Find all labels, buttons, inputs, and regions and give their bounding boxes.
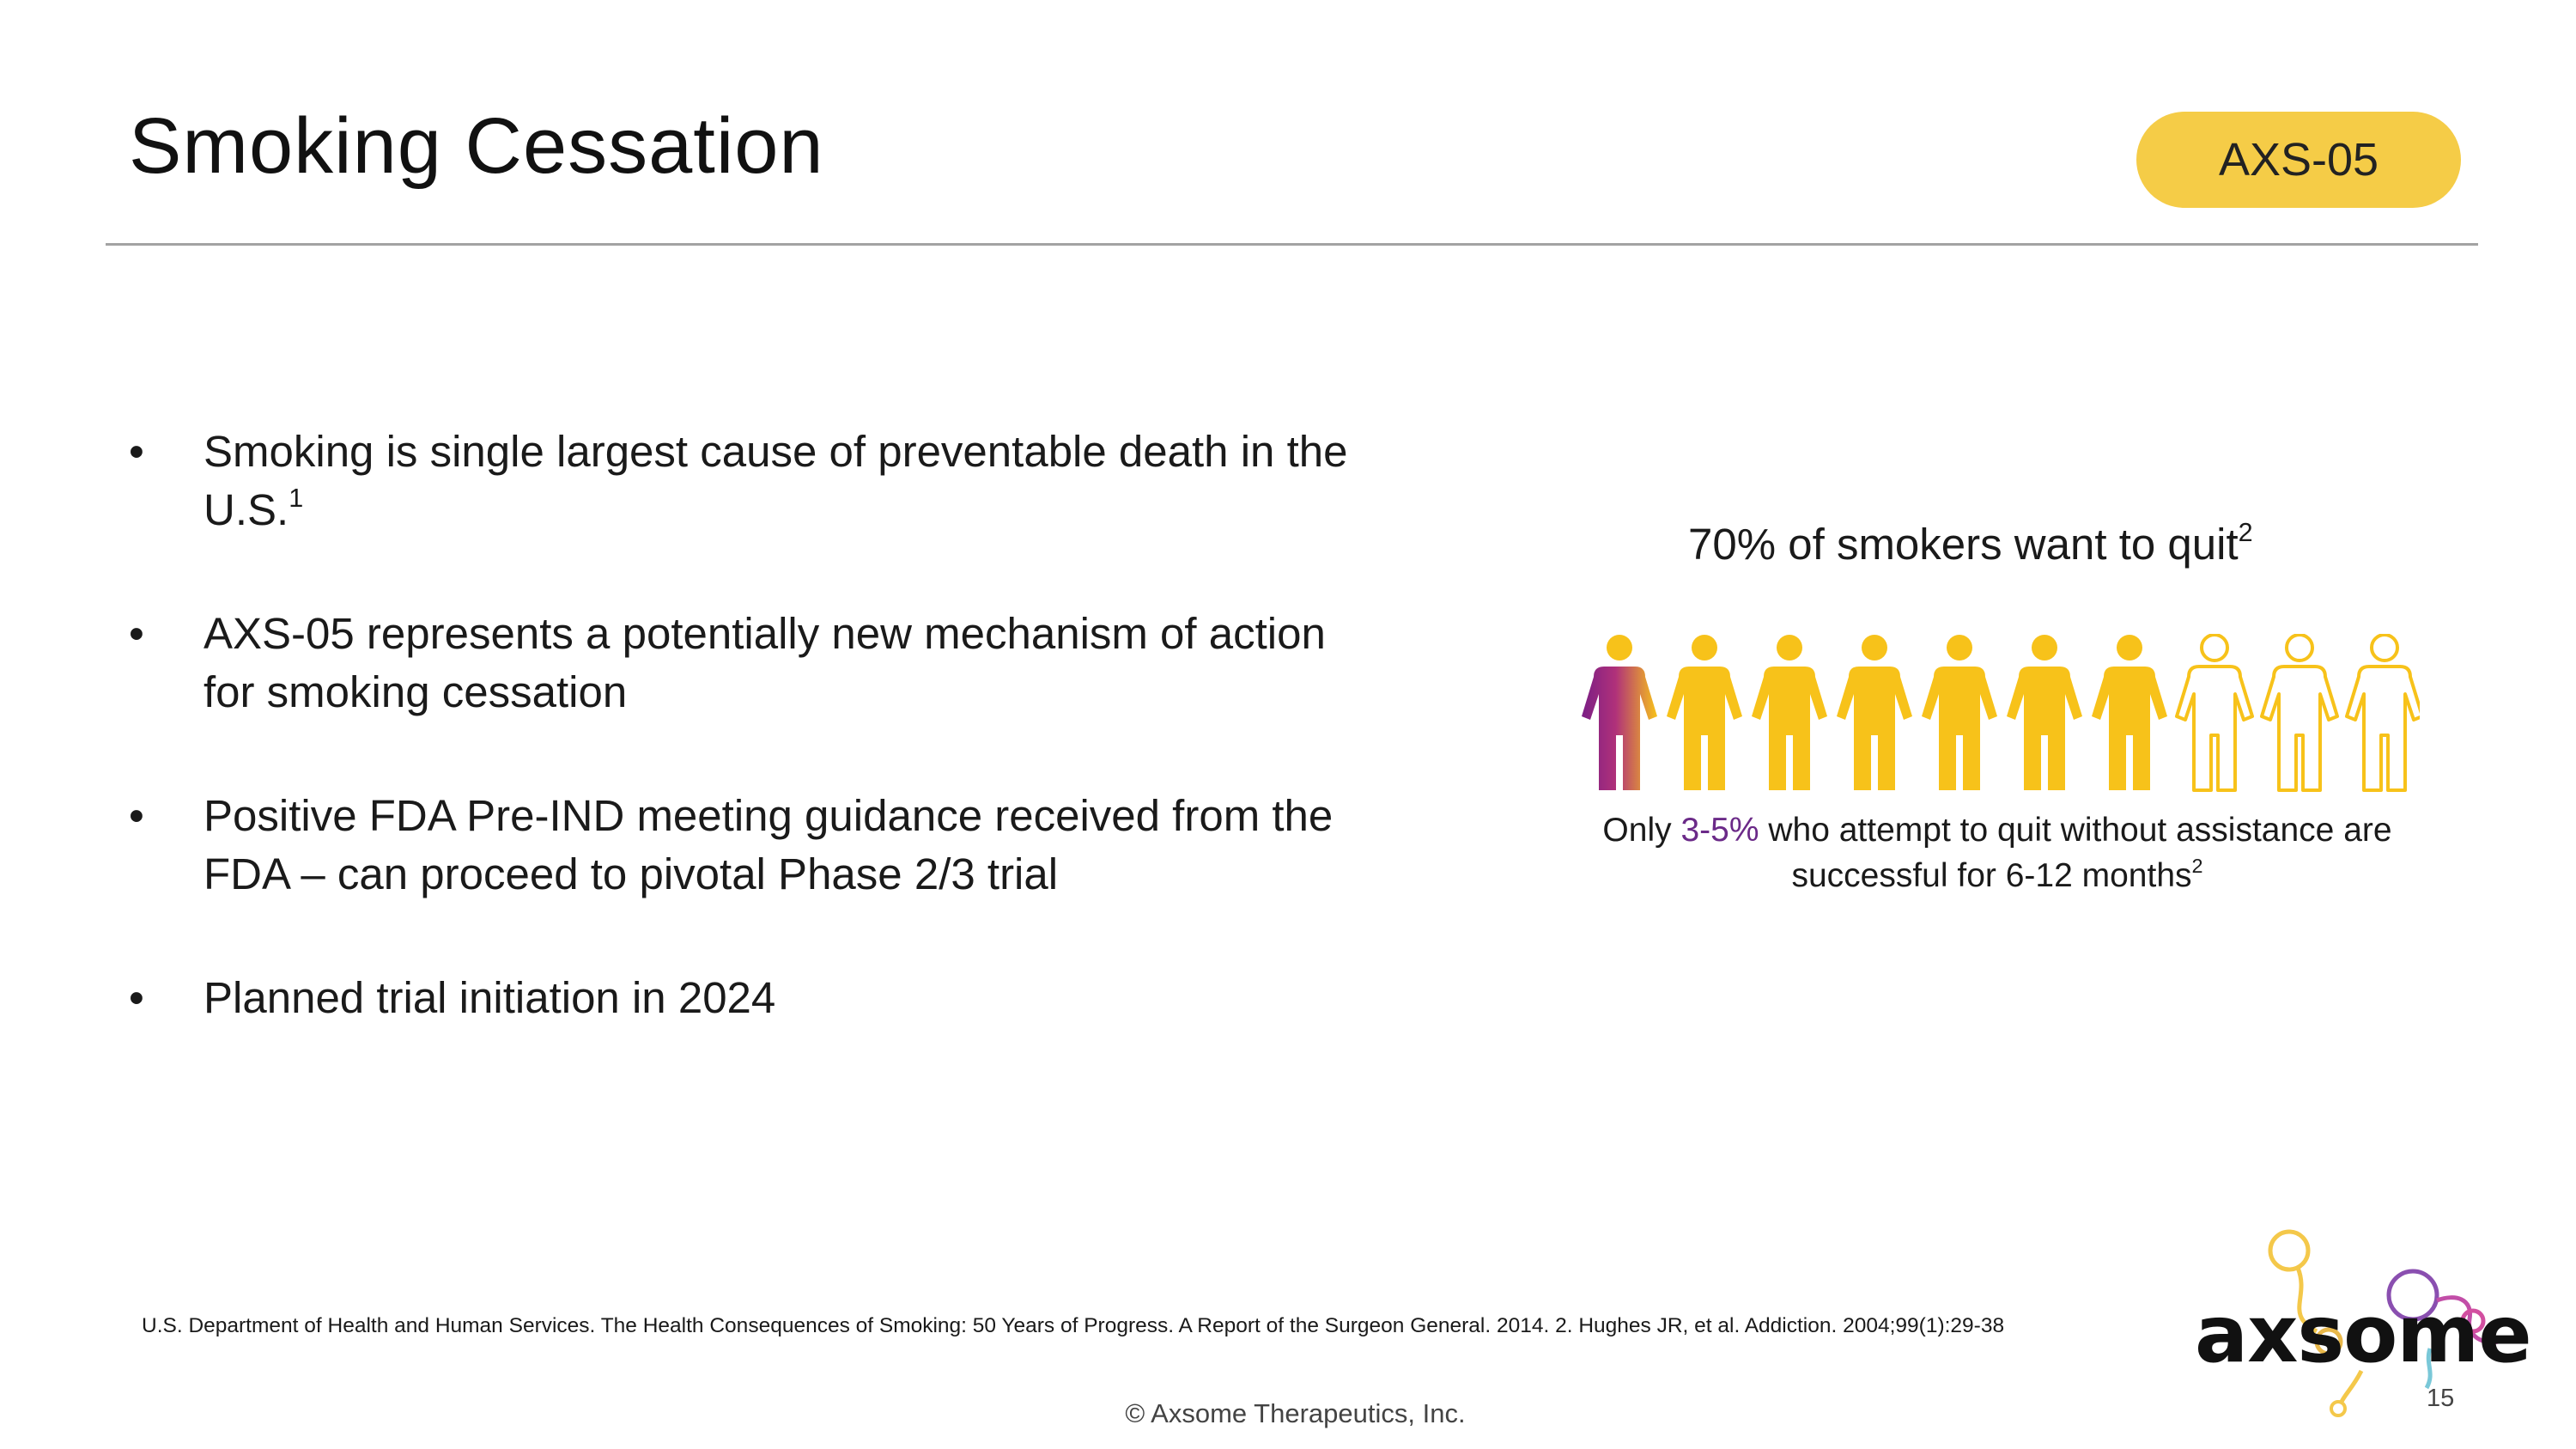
product-badge: AXS-05 <box>2136 112 2461 208</box>
smoker-figures <box>1578 634 2420 797</box>
person-figure-filled <box>2092 635 2167 790</box>
infographic-caption <box>1602 807 2392 898</box>
infographic-headline <box>1688 515 2289 574</box>
footnote-ref: 2 <box>2238 517 2253 547</box>
bullet-text: Smoking is single largest cause of preventable death in the U.S. <box>204 427 1348 534</box>
bullet-item <box>129 423 1365 539</box>
person-figure-outline <box>2177 635 2252 790</box>
page-title: Smoking Cessation <box>129 102 824 190</box>
headline-text: 70% of smokers want to quit <box>1688 520 2239 569</box>
page-number: 15 <box>2427 1385 2455 1412</box>
caption-highlight: 3-5% <box>1680 812 1759 849</box>
bullet-list <box>129 423 1365 1093</box>
copyright-line <box>0 1398 2576 1429</box>
header-divider <box>106 243 2478 246</box>
person-figure-filled <box>2007 635 2082 790</box>
footnote-ref: 2 <box>2191 854 2203 877</box>
bullet-dot: • <box>129 973 144 1022</box>
caption-pre: Only <box>1602 812 1681 849</box>
person-figure-outline <box>2262 635 2337 790</box>
caption-post: who attempt to quit without assistance are successful for 6-12 months <box>1759 812 2392 894</box>
axsome-wordmark: axsome <box>2195 1288 2531 1380</box>
copyright-text: © Axsome Therapeutics, Inc. <box>1125 1398 1466 1428</box>
bullet-text: Planned trial initiation in 2024 <box>204 973 776 1022</box>
bullet-item <box>129 605 1365 721</box>
person-figure-filled <box>1922 635 1997 790</box>
person-figure-outline <box>2347 635 2420 790</box>
person-figure-filled <box>1752 635 1827 790</box>
bullet-dot: • <box>129 427 144 476</box>
bullet-dot: • <box>129 791 144 840</box>
bullet-item <box>129 969 1365 1027</box>
bullet-text: AXS-05 represents a potentially new mechanism of action for smoking cessation <box>204 609 1326 716</box>
person-figure-filled <box>1837 635 1912 790</box>
person-figure-filled <box>1667 635 1742 790</box>
footnote-ref: 1 <box>289 483 304 513</box>
bullet-item <box>129 787 1365 904</box>
person-figure-purple <box>1582 635 1657 790</box>
bullet-text: Positive FDA Pre-IND meeting guidance received from the FDA – can proceed to pivotal Phase 2/3 trial <box>204 791 1334 898</box>
bullet-dot: • <box>129 609 144 658</box>
references-footnote: U.S. Department of Health and Human Services. The Health Consequences of Smoking: 50 Years of Progress. A Report of the Surgeon General. 2014. 2. Hughes JR, et al. Addiction. 2004;99(1):29-38 <box>142 1314 2005 1337</box>
